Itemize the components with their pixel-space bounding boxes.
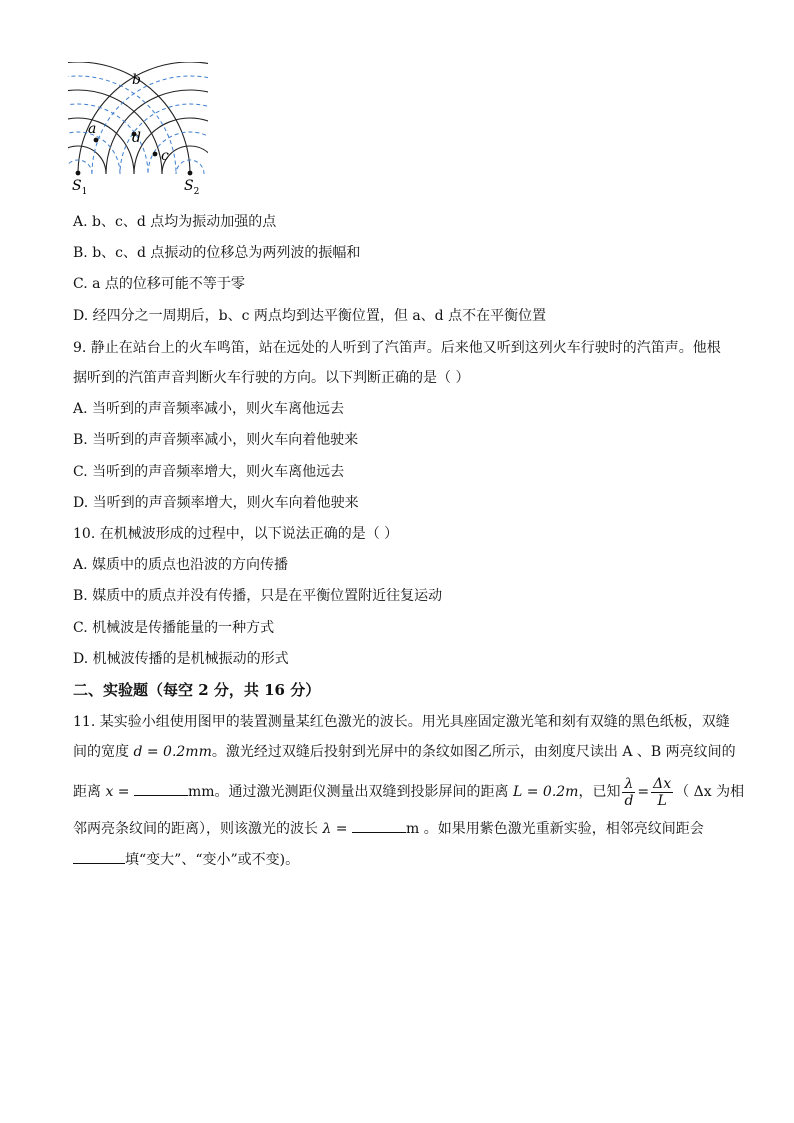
q11-text: （ Δx 为相: [675, 784, 745, 800]
q11-d-value: d = 0.2mm: [133, 744, 212, 760]
q11-text: 距离: [73, 784, 106, 800]
q11-text: m 。如果用紫色激光重新实验，相邻亮纹间距会: [405, 821, 704, 837]
answer-blank-x[interactable]: [134, 781, 188, 796]
q11-text: mm。通过激光测距仪测量出双缝到投影屏间的距离: [187, 784, 513, 800]
q9-option-c: C. 当听到的声音频率增大，则火车离他远去: [73, 464, 345, 480]
point-c-dot: [153, 152, 158, 157]
q10-option-d: D. 机械波传播的是机械振动的形式: [73, 651, 289, 667]
q8-option-a: A. b、c、d 点均为振动加强的点: [73, 214, 277, 230]
section-heading-experiment: 二、实验题（每空 2 分，共 16 分）: [73, 681, 321, 699]
answer-blank-lambda[interactable]: [352, 818, 406, 833]
point-a-dot: [94, 138, 99, 143]
q10-option-c: C. 机械波是传播能量的一种方式: [73, 620, 275, 636]
q11-line3: [73, 774, 744, 810]
q11-line5: [73, 849, 299, 870]
q11-x-symbol: x =: [105, 784, 130, 800]
q9-stem-line1: 9. 静止在站台上的火车鸣笛，站在远处的人听到了汽笛声。后来他又听到这列火车行驶时的汽笛声。他根: [73, 340, 721, 356]
q8-option-c: C. a 点的位移可能不等于零: [73, 276, 245, 292]
fraction-lambda-over-d: $\frac{\lambda}{d}$: [624, 775, 634, 809]
label-a: a: [88, 121, 97, 137]
interference-figure: [68, 62, 208, 202]
q11-L-value: L = 0.2m: [512, 784, 579, 800]
source-s1-dot: [76, 171, 81, 176]
label-b: b: [132, 72, 141, 88]
answer-blank-change[interactable]: [73, 849, 125, 864]
label-c: c: [161, 148, 169, 164]
q11-line1: 11. 某实验小组使用图甲的装置测量某红色激光的波长。用光具座固定激光笔和刻有双缝的黑色纸板，双缝: [73, 714, 730, 730]
q9-option-b: B. 当听到的声音频率减小，则火车向着他驶来: [73, 432, 359, 448]
q8-option-d: D. 经四分之一周期后，b、c 两点均到达平衡位置，但 a、d 点不在平衡位置: [73, 308, 547, 324]
label-s1: $S_1$: [72, 178, 88, 197]
q9-stem-line2: 据听到的汽笛声音判断火车行驶的方向。以下判断正确的是（ ）: [73, 370, 470, 386]
q11-text: 填“变大”、“变小”或不变)。: [125, 852, 300, 868]
q11-line2: [73, 742, 736, 762]
q9-option-d: D. 当听到的声音频率增大，则火车向着他驶来: [73, 495, 359, 511]
label-s2: $S_2$: [184, 178, 200, 197]
q10-stem: 10. 在机械波形成的过程中，以下说法正确的是（ ）: [73, 526, 399, 542]
q10-option-b: B. 媒质中的质点并没有传播，只是在平衡位置附近往复运动: [73, 588, 443, 604]
q10-option-a: A. 媒质中的质点也沿波的方向传播: [73, 557, 289, 573]
q11-text: 间的宽度: [73, 744, 134, 760]
q11-equals: =: [637, 784, 650, 800]
fraction-dx-over-L: $\frac{\Delta x}{L}$: [653, 775, 672, 809]
q11-text: 邻两亮条纹间的距离），则该激光的波长: [73, 821, 323, 837]
q11-text: ，已知: [578, 784, 621, 800]
source-s2-dot: [188, 171, 193, 176]
q11-text: 。激光经过双缝后投射到光屏中的条纹如图乙所示，由刻度尺读出 A 、B 两亮纹间的: [211, 744, 736, 760]
q9-option-a: A. 当听到的声音频率减小，则火车离他远去: [73, 401, 345, 417]
q8-option-b: B. b、c、d 点振动的位移总为两列波的振幅和: [73, 245, 361, 261]
q11-line4: [73, 818, 704, 839]
label-d: d: [132, 130, 141, 146]
q11-lambda-symbol: λ =: [322, 821, 348, 837]
